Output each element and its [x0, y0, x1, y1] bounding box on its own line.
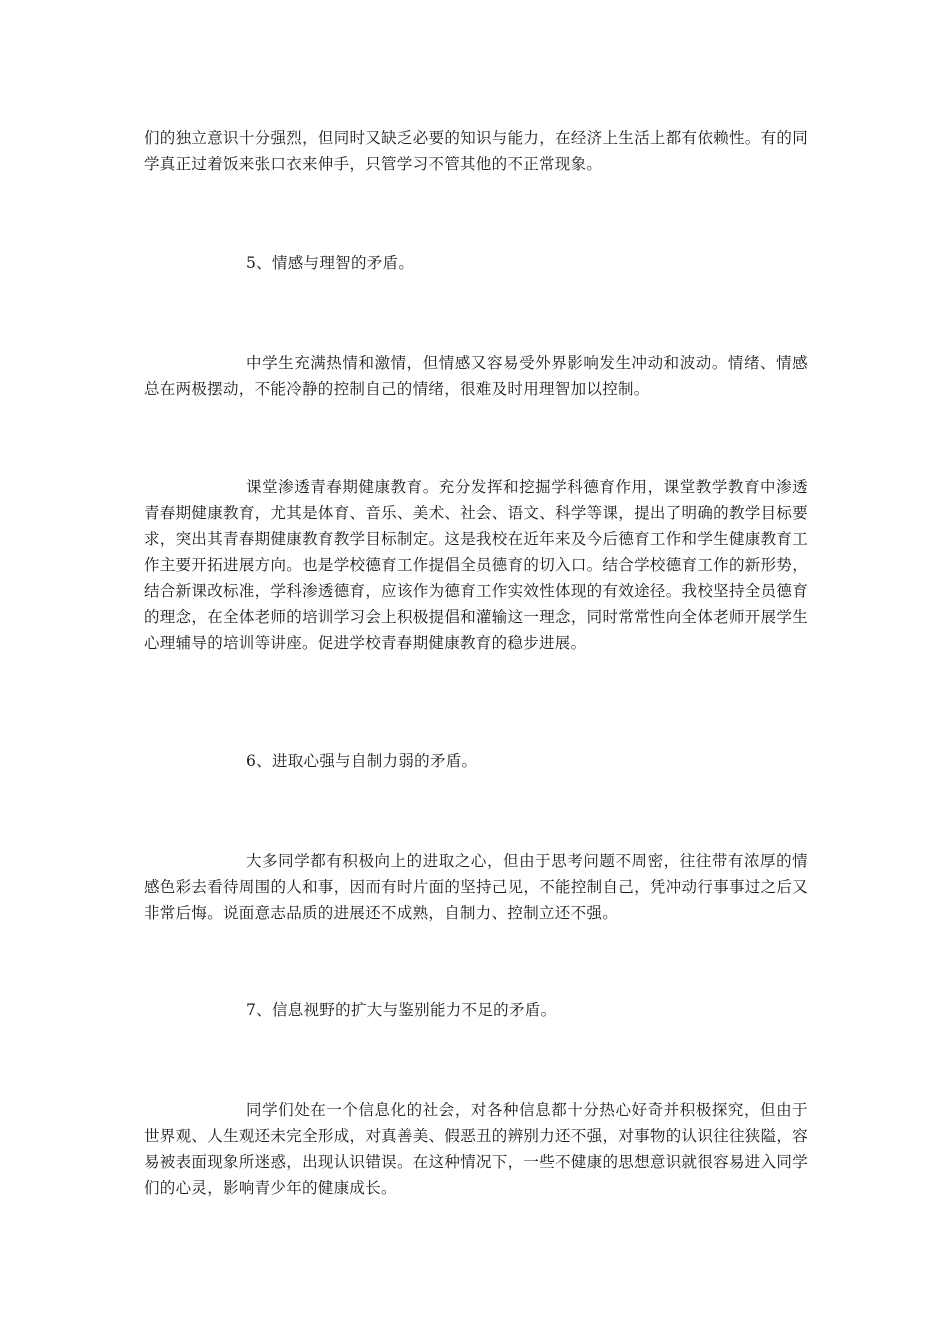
section-heading-5: 5、情感与理智的矛盾。: [246, 254, 415, 272]
paragraph-classroom-education: 课堂渗透青春期健康教育。充分发挥和挖掘学科德育作用，课堂教学教育中渗透青春期健康教育，尤其是体育、音乐、美术、社会、语文、科学等课，提出了明确的教学目标要求，突出其青春期健康教育教学目标制定。这是我校在近年来及今后德育工作和学生健康教育工作主要开拓进展方向。也是学校德育工作提倡全员德育的切入口。结合学校德育工作的新形势，结合新课改标准，学科渗透德育，应该作为德育工作实效性体现的有效途径。我校坚持全员德育的理念，在全体老师的培训学习会上积极提倡和灌输这一理念，同时常常性向全体老师开展学生心理辅导的培训等讲座。促进学校青春期健康教育的稳步进展。: [144, 478, 808, 652]
section-heading-6: 6、进取心强与自制力弱的矛盾。: [246, 752, 478, 770]
paragraph-emotion-reason: 中学生充满热情和激情，但情感又容易受外界影响发生冲动和波动。情绪、情感总在两极摆动，不能冷静的控制自己的情绪，很难及时用理智加以控制。: [144, 354, 808, 398]
paragraph-ambition-selfcontrol: 大多同学都有积极向上的进取之心，但由于思考问题不周密，往往带有浓厚的情感色彩去看待周围的人和事，因而有时片面的坚持己见，不能控制自己，凭冲动行事事过之后又非常后悔。说面意志品质的进展还不成熟，自制力、控制立还不强。: [144, 852, 808, 922]
continuation-paragraph: 们的独立意识十分强烈，但同时又缺乏必要的知识与能力，在经济上生活上都有依赖性。有的同学真正过着饭来张口衣来伸手，只管学习不管其他的不正常现象。: [144, 129, 808, 173]
section-heading-7: 7、信息视野的扩大与鉴别能力不足的矛盾。: [246, 1001, 557, 1019]
paragraph-information-judgment: 同学们处在一个信息化的社会，对各种信息都十分热心好奇并积极探究，但由于世界观、人生观还未完全形成，对真善美、假恶丑的辨别力还不强，对事物的认识往往狭隘，容易被表面现象所迷惑，出现认识错误。在这种情况下，一些不健康的思想意识就很容易进入同学们的心灵，影响青少年的健康成长。: [144, 1101, 808, 1197]
